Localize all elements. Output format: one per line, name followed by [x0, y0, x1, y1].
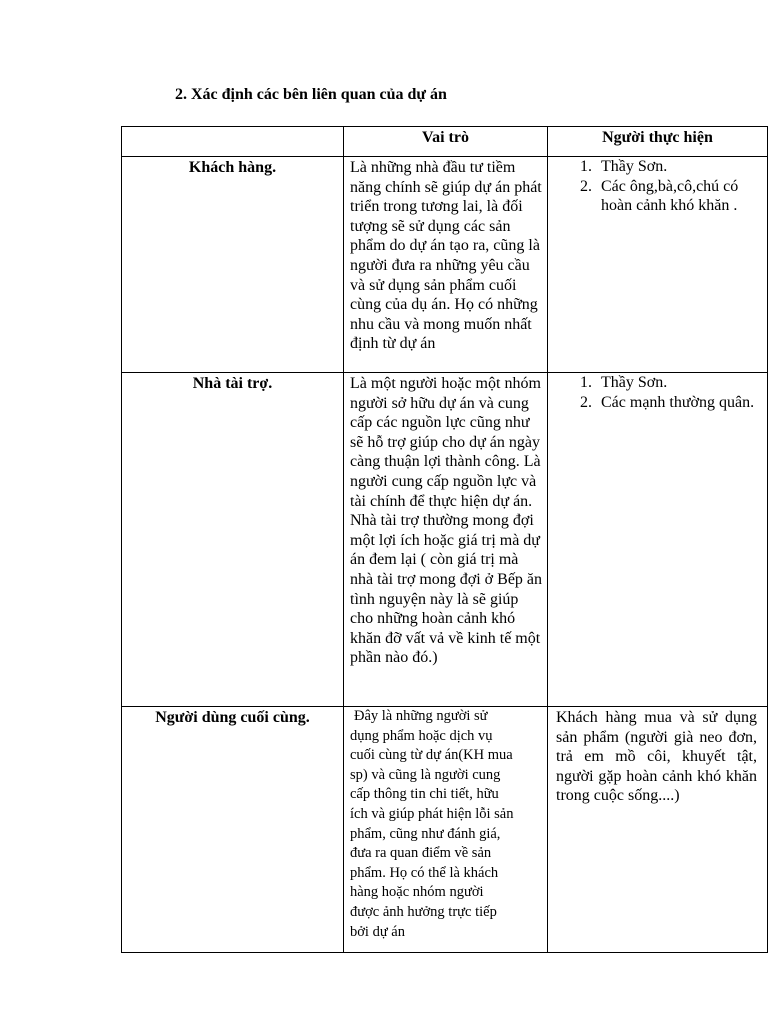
role-line: được ảnh hưởng trực tiếp: [350, 903, 497, 920]
table-row: [122, 373, 768, 707]
list-item-text: Thầy Sơn.: [601, 158, 668, 175]
header-cell-performer: Người thực hiện: [548, 127, 768, 157]
role-description: [344, 707, 548, 953]
role-line: hàng hoặc nhóm người: [350, 884, 484, 901]
role-line: ích và giúp phát hiện lỗi sản: [350, 805, 514, 822]
header-cell-role: Vai trò: [344, 127, 548, 157]
role-description: Là một người hoặc một nhóm người sở hữu dự án và cung cấp các nguồn lực cũng như sẽ hỗ trợ giúp cho dự án ngày càng thuận lợi thành công. Là người cung cấp nguồn lực và tài chính để thực hiện dự án. Nhà tài trợ thường mong đợi một lợi ích hoặc giá trị mà dự án đem lại ( còn giá trị mà nhà tài trợ mong đợi ở Bếp ăn tình nguyện này là sẽ giúp cho những hoàn cảnh khó khăn đỡ vất vả về kinh tế một phần nào đó.): [344, 373, 548, 707]
role-line: đưa ra quan điểm về sản: [350, 845, 492, 862]
list-item-text: Các ông,bà,cô,chú có hoàn cảnh khó khăn .: [601, 177, 739, 215]
list-item: [548, 373, 763, 393]
section-heading: 2. Xác định các bên liên quan của dự án: [175, 86, 447, 103]
table-row: [122, 157, 768, 373]
header-cell-stakeholder: [122, 127, 344, 157]
role-line: sp) và cũng là người cung: [350, 766, 501, 783]
list-item: [548, 393, 763, 413]
list-item: [548, 177, 763, 216]
role-description: Là những nhà đầu tư tiềm năng chính sẽ giúp dự án phát triển trong tương lai, là đối tượng sẽ sử dụng các sản phẩm do dự án tạo ra, cũng là người đưa ra những yêu cầu và sử dụng sản phẩm cuối cùng của dụ án. Họ có những nhu cầu và mong muốn nhất định từ dự án: [344, 157, 548, 373]
table-header-row: [122, 127, 768, 157]
performer-cell: [548, 157, 768, 373]
stakeholder-table: [121, 126, 768, 953]
role-line: bởi dự án: [350, 923, 405, 940]
stakeholder-label: Người dùng cuối cùng.: [122, 707, 344, 953]
list-number: 2.: [580, 393, 592, 411]
performer-description: Khách hàng mua và sử dụng sản phẩm (người già neo đơn, trả em mồ côi, khuyết tật, người gặp hoàn cảnh khó khăn trong cuộc sống....): [548, 707, 768, 953]
role-line: cấp thông tin chi tiết, hữu: [350, 786, 499, 803]
performer-list: [548, 157, 767, 216]
stakeholder-label: Nhà tài trợ.: [122, 373, 344, 707]
role-line: dụng phẩm hoặc dịch vụ: [350, 727, 493, 744]
list-item: [548, 157, 763, 177]
list-item-text: Thầy Sơn.: [601, 374, 668, 391]
performer-list: [548, 373, 767, 412]
list-item-text: Các mạnh thường quân.: [601, 393, 755, 411]
list-number: 1.: [580, 374, 592, 391]
role-line: phẩm. Họ có thể là khách: [350, 864, 499, 881]
list-number: 1.: [580, 158, 592, 175]
list-number: 2.: [580, 177, 592, 195]
table-row: [122, 707, 768, 953]
role-line: cuối cùng từ dự án(KH mua: [350, 747, 513, 764]
performer-cell: [548, 373, 768, 707]
role-line: Đây là những người sử: [354, 708, 488, 724]
stakeholder-label: Khách hàng.: [122, 157, 344, 373]
role-line: phẩm, cũng như đánh giá,: [350, 825, 501, 842]
